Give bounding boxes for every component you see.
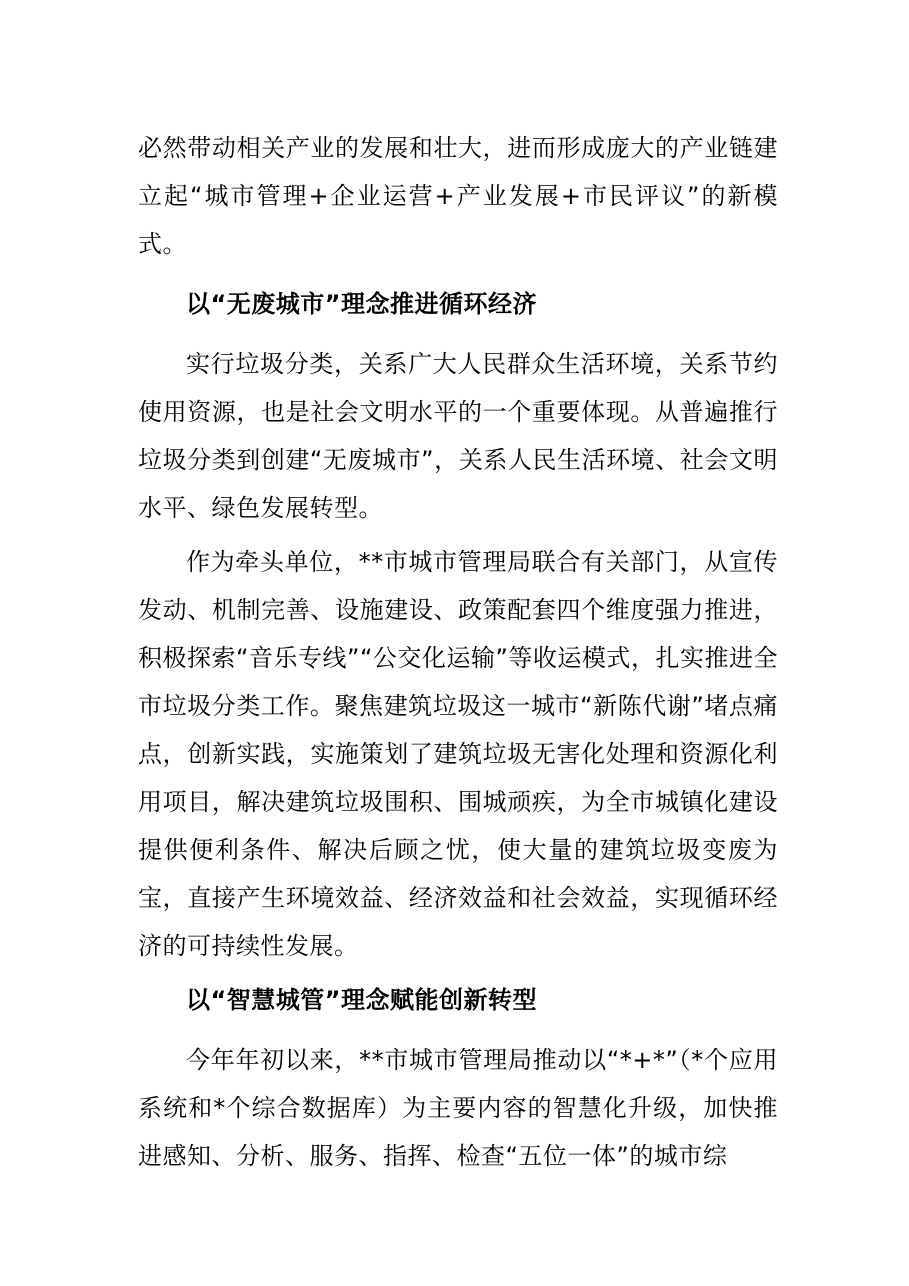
- document-body: [138, 124, 778, 1186]
- paragraph-smart-upgrade: 今年年初以来，**市城市管理局推动以“*+*”（*个应用系统和*个综合数据库）为主要内容的智慧化升级，加快推进感知、分析、服务、指挥、检查“五位一体”的城市综: [138, 1046, 778, 1170]
- paragraph-lead-unit-actions: 作为牵头单位，**市城市管理局联合有关部门，从宣传发动、机制完善、设施建设、政策配套四个维度强力推进，积极探索“音乐专线”“公交化运输”等收运模式，扎实推进全市垃圾分类工作。聚焦建筑垃圾这一城市“新陈代谢”堵点痛点，创新实践，实施策划了建筑垃圾无害化处理和资源化利用项目，解决建筑垃圾围积、围城顽疾，为全市城镇化建设提供便利条件、解决后顾之忧，使大量的建筑垃圾变废为宝，直接产生环境效益、经济效益和社会效益，实现循环经济的可持续性发展。: [138, 548, 778, 960]
- paragraph-garbage-sorting: 实行垃圾分类，关系广大人民群众生活环境，关系节约使用资源，也是社会文明水平的一个重要体现。从普遍推行垃圾分类到创建“无废城市”，关系人民生活环境、社会文明水平、绿色发展转型。: [138, 350, 778, 522]
- section-heading-smart-city-management: 以“智慧城管”理念赋能创新转型: [186, 986, 538, 1014]
- paragraph-continuation: 必然带动相关产业的发展和壮大，进而形成庞大的产业链建立起“城市管理+企业运营+产业发展+市民评议”的新模式。: [138, 134, 778, 258]
- section-heading-zero-waste-city: 以“无废城市”理念推进循环经济: [186, 290, 538, 318]
